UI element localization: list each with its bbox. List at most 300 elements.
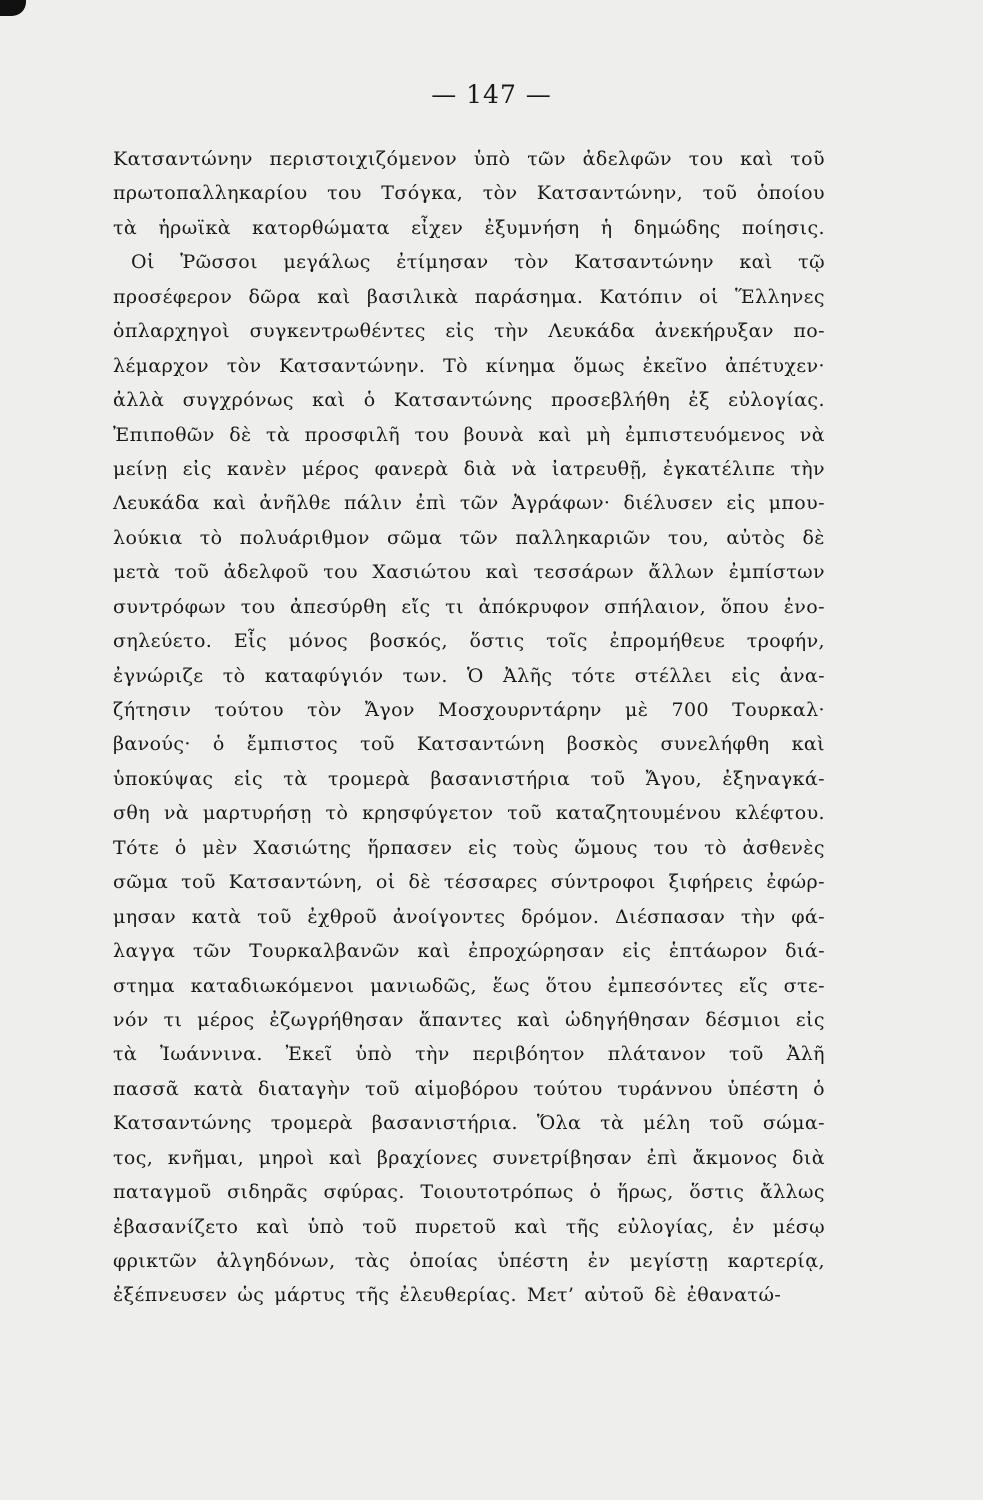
word: λαγγα xyxy=(113,940,176,963)
word: Τσόγκα, xyxy=(381,182,464,205)
word: τοῦ xyxy=(174,561,210,584)
word: ὁ xyxy=(174,836,187,859)
text-line xyxy=(113,555,825,589)
word: ἐζωγρήθησαν xyxy=(269,1008,404,1031)
word: τοῦ xyxy=(365,1077,400,1100)
text-line xyxy=(113,418,825,452)
word: εἴς xyxy=(738,974,769,997)
word: Κατσαντώνην, xyxy=(536,182,684,205)
word: σηλεύετο. xyxy=(113,630,213,653)
word: Ἄγου, xyxy=(645,767,703,790)
word: τῆς xyxy=(355,1284,390,1307)
word: Μοσχουρντάρην xyxy=(438,699,602,721)
word: Ἀλῆ xyxy=(786,1043,825,1066)
word: ὁ xyxy=(363,389,376,412)
word: σώμα- xyxy=(762,1112,825,1135)
text-line xyxy=(113,142,825,176)
text-line xyxy=(113,969,825,1003)
word: Κατόπιν xyxy=(599,285,683,308)
word: ὑπέστη xyxy=(727,1077,799,1100)
text-line xyxy=(113,280,825,314)
word: τοῦ xyxy=(729,1043,764,1066)
word: ἀνοίγοντες xyxy=(392,905,506,928)
text-line xyxy=(113,727,825,761)
word: τὸ xyxy=(704,836,727,859)
word: πασσᾶ xyxy=(113,1077,180,1100)
text-line xyxy=(113,245,825,279)
word: οἱ xyxy=(699,285,719,308)
word: εἴς xyxy=(401,595,431,618)
word: ὑποκύψας xyxy=(113,767,214,790)
word: ἐμπιστευόμενος xyxy=(625,423,786,446)
word: δὲ xyxy=(802,526,825,549)
word: ὑπὸ xyxy=(473,148,511,170)
word: δημώδης xyxy=(633,216,721,239)
word: τούτου xyxy=(533,1077,603,1100)
word: σφύρας. xyxy=(323,1181,405,1204)
word: ἐξ xyxy=(688,389,710,412)
word: ζήτησιν xyxy=(113,699,192,721)
word: Εἷς xyxy=(233,630,268,653)
text-line xyxy=(113,693,825,727)
word: ἅπαντες xyxy=(418,1008,503,1031)
word: Κατσαντώνην xyxy=(113,148,253,170)
word: τὸ xyxy=(199,526,223,549)
text-line xyxy=(113,831,825,865)
word: πυρετοῦ xyxy=(415,1215,497,1238)
word: τῶν xyxy=(192,940,232,963)
word: ἐγκατέλιπε xyxy=(662,457,776,480)
word: δὲ xyxy=(408,871,431,894)
word: Κατσαντώνη xyxy=(416,733,545,756)
word: δρόμον. xyxy=(521,905,600,928)
word: ἀπεσύρθη xyxy=(289,595,387,618)
word: καὶ xyxy=(740,148,774,170)
word: λέμαρχον xyxy=(113,354,209,377)
word: εἰς xyxy=(726,492,756,515)
word: τοῦ xyxy=(257,905,292,928)
word: του xyxy=(323,561,358,584)
word: προσφιλῆ xyxy=(304,423,401,446)
word: Κατσαντώνην. xyxy=(279,354,426,377)
word: καὶ xyxy=(256,1215,290,1238)
word: περιβόητον xyxy=(472,1043,585,1066)
word: κλέφτου. xyxy=(735,802,825,825)
word: τέσσαρες xyxy=(443,871,538,894)
word: μαρτυρήσῃ xyxy=(202,802,312,825)
word: ἥρως, xyxy=(616,1181,674,1204)
word: Μετ’ xyxy=(526,1284,575,1307)
word: Ἐπιποθῶν xyxy=(113,423,215,446)
text-line xyxy=(113,865,825,899)
word: στέλλει xyxy=(634,664,713,687)
word: ὤμους xyxy=(574,836,638,859)
word: νὰ xyxy=(799,423,825,446)
word: Τουρκαλβανῶν xyxy=(249,940,400,963)
word: τὰς xyxy=(354,1250,391,1272)
word: ἐμπίστων xyxy=(728,561,825,584)
word: τὸν xyxy=(307,699,342,721)
text-line xyxy=(113,521,825,555)
word: ἀσθενὲς xyxy=(742,836,825,859)
word: του xyxy=(688,148,724,170)
word: ἡ xyxy=(600,216,613,239)
word: διέλυσεν xyxy=(623,492,714,515)
word: του, xyxy=(668,526,710,549)
word: φρικτῶν xyxy=(113,1250,198,1272)
word: καταζητουμένου xyxy=(555,802,722,825)
word: ἐφώρ- xyxy=(766,871,825,894)
word: τὰ xyxy=(266,423,291,446)
word: ὅμως xyxy=(573,354,625,377)
word: ἐνο- xyxy=(783,595,825,618)
word: ἐγνώριζε xyxy=(113,664,204,687)
text-line xyxy=(113,659,825,693)
word: πλάτανον xyxy=(607,1043,707,1066)
word: διαταγὴν xyxy=(257,1077,351,1100)
word: καὶ xyxy=(212,492,247,515)
word: τὸν xyxy=(226,354,262,377)
text-line xyxy=(113,1278,825,1312)
word: τοῦ xyxy=(790,148,825,170)
word: του xyxy=(240,595,276,618)
word: καὶ xyxy=(317,285,351,308)
word: του xyxy=(414,423,450,446)
word: μετὰ xyxy=(113,561,161,584)
word: συντρόφων xyxy=(113,595,227,618)
word: ἐχθροῦ xyxy=(307,905,378,928)
word: κατὰ xyxy=(193,1077,244,1100)
text-line xyxy=(113,1106,825,1140)
word: νόν xyxy=(113,1008,149,1031)
word: πρωτοπαλληκαρίου xyxy=(113,182,308,205)
word: ἐξυμνήση xyxy=(484,216,580,239)
word: ὅστις xyxy=(689,1181,745,1204)
word: 700 xyxy=(671,699,709,721)
word: αἱμοβόρου xyxy=(414,1077,519,1100)
word: ἐπὶ xyxy=(415,492,447,515)
word: τὸ xyxy=(222,664,246,687)
word: Λευκάδα xyxy=(113,492,200,515)
word: διὰ xyxy=(463,457,497,480)
word: ἐπὶ xyxy=(646,1146,678,1169)
word: τοῦ xyxy=(709,1112,744,1135)
word: ἀδελφῶν xyxy=(582,148,672,170)
word: τὸν xyxy=(514,251,549,274)
word: τὴν xyxy=(415,1043,450,1066)
text-line xyxy=(113,383,825,417)
word: τὸ xyxy=(325,802,349,825)
word: ὑπέστη xyxy=(497,1250,569,1272)
word: δὲ xyxy=(654,1284,677,1307)
word: ποίησις. xyxy=(741,216,825,239)
word: τοῦ xyxy=(590,767,626,790)
word: κατὰ xyxy=(191,905,242,928)
word: φανερὰ xyxy=(374,457,449,480)
word: τι xyxy=(163,1008,183,1031)
word: Ὅλα xyxy=(536,1112,582,1135)
word: τὴν xyxy=(740,905,776,928)
word: ξιφήρεις xyxy=(668,871,754,894)
word: καὶ xyxy=(514,1215,548,1238)
word: Ἀγράφων· xyxy=(511,492,611,515)
word: τοῦ xyxy=(360,733,395,756)
word: Διέσπασαν xyxy=(614,905,726,928)
word: ἐξέπνευσεν xyxy=(113,1284,228,1307)
word: τρομερὰ xyxy=(327,767,411,790)
word: λούκια xyxy=(113,526,183,549)
text-line xyxy=(113,349,825,383)
word: καὶ xyxy=(329,1146,363,1169)
word: περιστοιχιζόμενον xyxy=(269,148,458,170)
word: μὲ xyxy=(624,699,649,721)
word: καταδιωκόμενοι xyxy=(190,974,355,997)
word: ἀνεκήρυξαν xyxy=(654,320,774,343)
word: Ἕλληνες xyxy=(734,285,825,308)
word: μέλη xyxy=(643,1112,691,1135)
word: συγκεντρωθέντες xyxy=(249,320,426,343)
word: κίνημα xyxy=(485,354,556,377)
scan-ink-blot xyxy=(0,0,26,16)
word: ὁποίας xyxy=(409,1250,479,1272)
text-line xyxy=(113,590,825,624)
word: τὴν xyxy=(494,320,529,343)
word: Ὁ xyxy=(467,664,484,687)
word: συνελήφθη xyxy=(660,733,770,756)
word: ἕως xyxy=(492,974,530,997)
word: δέσμιοι xyxy=(705,1008,781,1031)
word: τοῖς xyxy=(546,630,588,653)
word: καὶ xyxy=(517,1008,551,1031)
word: συγχρόνως xyxy=(182,389,294,412)
word: ἐν xyxy=(587,1250,611,1272)
word: στημα xyxy=(113,974,176,997)
word: δὲ xyxy=(229,423,252,446)
word: των. xyxy=(402,664,448,687)
word: ἥρπασεν xyxy=(367,836,453,859)
text-line xyxy=(113,796,825,830)
word: ἀδελφοῦ xyxy=(223,561,309,584)
word: ἐθανατώ- xyxy=(686,1284,782,1307)
word: σιδηρᾶς xyxy=(227,1181,308,1204)
word: βανούς· xyxy=(113,733,191,756)
word: καρτερίᾳ, xyxy=(727,1250,825,1272)
word: ἄλλων xyxy=(648,561,715,584)
word: Λευκάδα xyxy=(548,320,636,343)
word: κνῆμαι, xyxy=(167,1146,245,1169)
word: εἰς xyxy=(445,320,475,343)
word: φά- xyxy=(791,905,825,928)
word: ἐπρομήθευε xyxy=(609,630,726,653)
word: τῶν xyxy=(459,492,499,515)
word: νὰ xyxy=(163,802,189,825)
word: τος, xyxy=(113,1146,154,1169)
word: Τουρκαλ· xyxy=(732,699,825,721)
word: τοῦ xyxy=(507,802,542,825)
text-line xyxy=(113,1244,825,1278)
word: καταφύγιόν xyxy=(264,664,384,687)
text-line xyxy=(113,1072,825,1106)
word: τούτου xyxy=(214,699,284,721)
word: μείνῃ xyxy=(113,457,168,480)
word: τότε xyxy=(571,664,616,687)
text-line xyxy=(113,900,825,934)
word: τῆς xyxy=(565,1215,600,1238)
word: παταγμοῦ xyxy=(113,1181,212,1204)
text-line xyxy=(113,1037,825,1071)
word: ὅπου xyxy=(720,595,770,618)
word: Κατσαντώνην xyxy=(574,251,714,274)
word: διά- xyxy=(785,940,825,963)
word: ὑπὸ xyxy=(307,1215,345,1238)
word: τὰ xyxy=(600,1112,625,1135)
word: εἰς xyxy=(182,457,212,480)
word: προσέφερον xyxy=(113,285,233,308)
word: βραχίονες xyxy=(376,1146,478,1169)
word: τὰ xyxy=(113,1043,138,1066)
word: στε- xyxy=(783,974,825,997)
word: ὅτου xyxy=(545,974,593,997)
word: ἄλλως xyxy=(759,1181,825,1204)
text-line xyxy=(113,1141,825,1175)
word: ἔμπιστος xyxy=(246,733,339,756)
text-line xyxy=(113,1003,825,1037)
word: σθη xyxy=(113,802,150,825)
word: ἀπόκρυφον xyxy=(478,595,590,618)
word: ὁ xyxy=(212,733,225,756)
word: ὁποίου xyxy=(756,182,825,205)
word: βοσκός, xyxy=(369,630,448,653)
word: ἀλγηδόνων, xyxy=(216,1250,336,1272)
word: σῶμα xyxy=(386,526,443,549)
word: προσεβλήθη xyxy=(550,389,671,412)
word: Κατσαντώνης xyxy=(113,1112,252,1135)
word: εἰς xyxy=(795,1008,825,1031)
word: ἐβασανίζετο xyxy=(113,1215,239,1238)
word: ἐλευθερίας. xyxy=(399,1284,517,1307)
word: μὴ xyxy=(586,423,611,446)
word: ἐκεῖνο xyxy=(642,354,708,377)
word: βασιλικὰ xyxy=(366,285,459,308)
word: καὶ xyxy=(312,389,346,412)
word: βουνὰ xyxy=(463,423,524,446)
word: ἀπέτυχεν· xyxy=(725,354,825,377)
word: ἄκμονος xyxy=(692,1146,778,1169)
text-line xyxy=(113,452,825,486)
text-line xyxy=(113,314,825,348)
text-line xyxy=(113,624,825,658)
word: καὶ xyxy=(538,423,572,446)
body-text xyxy=(113,142,825,1313)
word: κρησφύγετον xyxy=(362,802,494,825)
word: τῶν xyxy=(459,526,499,549)
word: ἰατρευθῇ, xyxy=(551,457,648,480)
word: ἑπτάωρον xyxy=(668,940,768,963)
word: μάρτυς xyxy=(274,1284,346,1307)
word: τρομερὰ xyxy=(270,1112,353,1135)
word: Ῥῶσσοι xyxy=(180,251,258,274)
word: ἀνῆλθε xyxy=(259,492,331,515)
word: τοῦ xyxy=(362,1215,398,1238)
word: του xyxy=(327,182,362,205)
word: εὐλογίας, xyxy=(617,1215,715,1238)
word: του xyxy=(653,836,689,859)
word: Ἐκεῖ xyxy=(285,1043,333,1066)
word: βασανιστήρια xyxy=(430,767,571,790)
word: μέσῳ xyxy=(772,1215,825,1238)
word: εἰς xyxy=(731,664,761,687)
text-line xyxy=(113,762,825,796)
word: μόνος xyxy=(288,630,349,653)
word: Ἀλῆς xyxy=(502,664,553,687)
word: τι xyxy=(445,595,464,618)
word: ἀλλὰ xyxy=(113,389,165,412)
word: Χασιώτης xyxy=(253,836,352,859)
word: ὁ xyxy=(589,1181,602,1204)
word: δῶρα xyxy=(248,285,302,308)
word: ὡς xyxy=(237,1284,265,1307)
word: ἐξηναγκά- xyxy=(722,767,825,790)
word: σύντροφοι xyxy=(550,871,656,894)
word: ὑπὸ xyxy=(355,1043,393,1066)
word: μέρος xyxy=(302,457,360,480)
word: Ἰωάννινα. xyxy=(160,1043,263,1066)
word: ἐν xyxy=(732,1215,755,1238)
word: οἱ xyxy=(375,871,396,894)
word: σῶμα xyxy=(113,871,169,894)
text-line xyxy=(113,486,825,520)
word: μεγίστῃ xyxy=(629,1250,709,1272)
word: ἐπροχώρησαν xyxy=(468,940,605,963)
word: ὁπλαρχηγοὶ xyxy=(113,320,231,343)
word: τὰ xyxy=(283,767,308,790)
word: καὶ xyxy=(417,940,451,963)
word: Οἱ xyxy=(131,251,155,274)
word: εἶχεν xyxy=(411,216,464,239)
word: ἡρωϊκὰ xyxy=(158,216,231,239)
word: ὡδηγήθησαν xyxy=(565,1008,691,1031)
text-line xyxy=(113,176,825,210)
text-line xyxy=(113,934,825,968)
word: μὲν xyxy=(202,836,238,859)
word: βοσκὸς xyxy=(566,733,639,756)
word: αὐτὸς xyxy=(726,526,786,549)
word: καὶ xyxy=(791,733,825,756)
word: ἐμπεσόντες xyxy=(607,974,724,997)
word: ἐτίμησαν xyxy=(396,251,489,274)
word: τροφήν, xyxy=(746,630,825,653)
word: τῶν xyxy=(527,148,566,170)
word: εἰς xyxy=(622,940,652,963)
word: διὰ xyxy=(792,1146,825,1169)
word: τὴν xyxy=(790,457,825,480)
word: καὶ xyxy=(485,561,520,584)
word: σπήλαιον, xyxy=(604,595,707,618)
word: εὐλογίας. xyxy=(728,389,825,412)
word: μηροὶ xyxy=(258,1146,315,1169)
word: καὶ xyxy=(739,251,773,274)
word: τὸν xyxy=(482,182,518,205)
page-number: — 147 — xyxy=(431,80,552,109)
word: τοὺς xyxy=(512,836,559,859)
word: συνετρίβησαν xyxy=(492,1146,633,1169)
word: νὰ xyxy=(511,457,537,480)
word: Κατσαντώνης xyxy=(393,389,533,412)
word: παράσημα. xyxy=(474,285,584,308)
word: Κατσαντώνη, xyxy=(228,871,363,894)
word: εἰς xyxy=(468,836,498,859)
word: ὅστις xyxy=(469,630,525,653)
